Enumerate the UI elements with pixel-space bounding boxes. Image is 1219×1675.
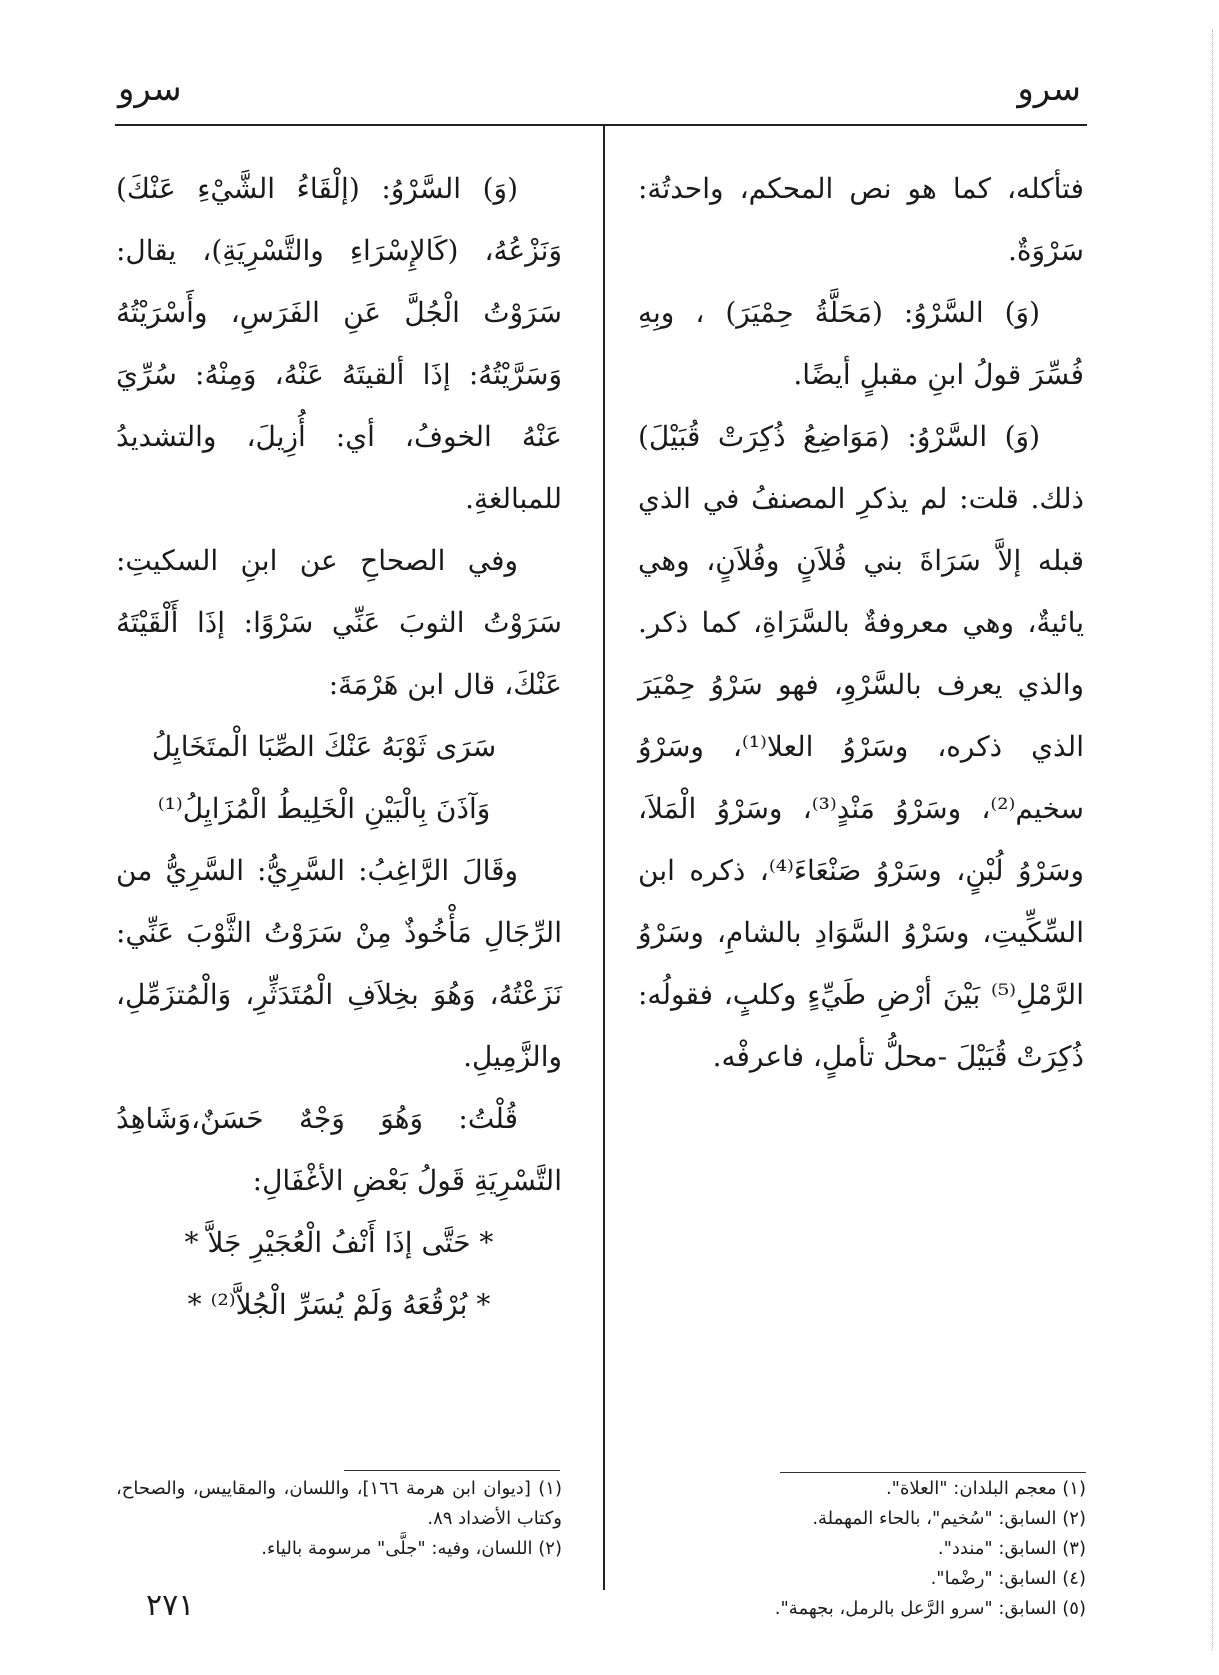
left-column (116, 158, 562, 1336)
paragraph: (وَ) السَّرْوُ: (مَوَاضِعُ ذُكِرَتْ قُبَيْلَ) ذلك. قلت: لم يذكرِ المصنفُ في الذي قبله إلاَّ سَرَاةَ بني فُلاَنٍ وفُلاَنٍ، وهي يائيةٌ، وهي معروفةٌ بالسَّرَاةِ، كما ذكر. والذي يعرف بالسَّرْوِ، فهو سَرْوُ حِمْيَرَ الذي ذكره، وسَرْوُ العلا⁽¹⁾، وسَرْوُ سخيم⁽²⁾، وسَرْوُ مَنْدٍ⁽³⁾، وسَرْوُ الْمَلاَ، وسَرْوُ لُبْنٍ، وسَرْوُ صَنْعَاءَ⁽⁴⁾، ذكره ابن السِّكِّيتِ، وسَرْوُ السَّوَادِ بالشامِ، وسَرْوُ الرَّمْلِ⁽⁵⁾ بَيْنَ أرْضِ طَيِّءٍ وكلبٍ، فقولُه: ذُكِرَتْ قُبَيْلَ -محلُّ تأملٍ، فاعرفْه. (638, 420, 1084, 1073)
footnote-rule-left (344, 1470, 560, 1471)
paragraph: وفي الصحاحِ عن ابنِ السكيتِ: سَرَوْتُ الثوبَ عَنِّي سَرْوًا: إذَا أَلْقَيْتَهُ عَنْكَ، قال ابن هَرْمَةَ: (116, 544, 562, 701)
scan-margin-marks (1210, 30, 1213, 1650)
running-header-left: سرو (118, 69, 182, 109)
paragraph: وقَالَ الرَّاغِبُ: السَّرِيُّ: السَّرِيُّ من الرِّجَالِ مَأْخُوذٌ مِنْ سَرَوْتُ الثَّوْبَ عَنِّي: نَزَعْتُهُ، وَهُوَ بخِلاَفِ الْمُتَدَثِّرِ، وَالْمُتزَمِّلِ، والزَّمِيلِ. (116, 854, 562, 1073)
paragraph: (وَ) السَّرْوُ: (إلْقَاءُ الشَّيْءِ عَنْكَ) وَنَزْعُهُ، (كَالإِسْرَاءِ والتَّسْرِيَةِ)، يقال: سَرَوْتُ الْجُلَّ عَنِ الفَرَسِ، وأَسْرَيْتُهُ وَسَرَّيْتُهُ: إذَا ألقيتَهُ عَنْهُ، وَمِنْهُ: سُرِّيَ عَنْهُ الخوفُ، أي: أُزِيلَ، والتشديدُ للمبالغةِ. (116, 172, 562, 515)
footnotes-right (680, 1474, 1086, 1624)
poem-verse: سَرَى ثَوْبَهُ عَنْكَ الصِّبَا الْمتَخَايِلُ (151, 730, 497, 763)
footnote: (١) [ديوان ابن هرمة ١٦٦]، واللسان، والمقاييس، والصحاح، وكتاب الأضداد ٨٩. (116, 1478, 562, 1529)
running-header-right: سرو (1017, 69, 1081, 109)
right-column (638, 158, 1084, 1088)
footnote: (١) معجم البلدان: "العلاة". (885, 1478, 1086, 1499)
paragraph: قُلْتُ: وَهُوَ وَجْهٌ حَسَنٌ،وَشَاهِدُ التَّسْرِيَةِ قَولُ بَعْضِ الأغْفَالِ: (116, 1102, 562, 1197)
footnote: (٢) السابق: "سُخيم"، بالحاء المهملة. (812, 1508, 1086, 1529)
column-divider (603, 126, 605, 1590)
footnote: (٢) اللسان، وفيه: "جلَّى" مرسومة بالياء. (261, 1538, 562, 1559)
footnote: (٥) السابق: "سرو الرَّعل بالرمل، بجهمة". (774, 1598, 1086, 1619)
page-number: ٢٧١ (146, 1588, 195, 1623)
poem-verse: وَآذَنَ بِالْبَيْنِ الْخَلِيطُ الْمُزَايِلُ⁽¹⁾ (157, 792, 491, 825)
paragraph: (وَ) السَّرْوُ: (مَحَلَّةُ حِمْيَرَ) ، وبِهِ فُسِّرَ قولُ ابنِ مقبلٍ أيضًا. (638, 296, 1084, 391)
footnote: (٤) السابق: "رضْما". (930, 1568, 1086, 1589)
header-rule (115, 124, 1087, 126)
paragraph: فتأكله، كما هو نص المحكم، واحدتُة: سَرْوَةٌ. (638, 172, 1084, 267)
footnote-rule-right (780, 1472, 1086, 1473)
rajaz-verse: * بُرْقُعَهُ وَلَمْ يُسَرِّ الْجُلاَّ⁽²⁾ * (187, 1288, 491, 1321)
footnote: (٣) السابق: "مندد". (937, 1538, 1086, 1559)
rajaz-verse: * حَتَّى إذَا أَنْفُ الْعُجَيْرِ جَلاَّ * (184, 1226, 494, 1259)
footnotes-left (116, 1474, 562, 1564)
